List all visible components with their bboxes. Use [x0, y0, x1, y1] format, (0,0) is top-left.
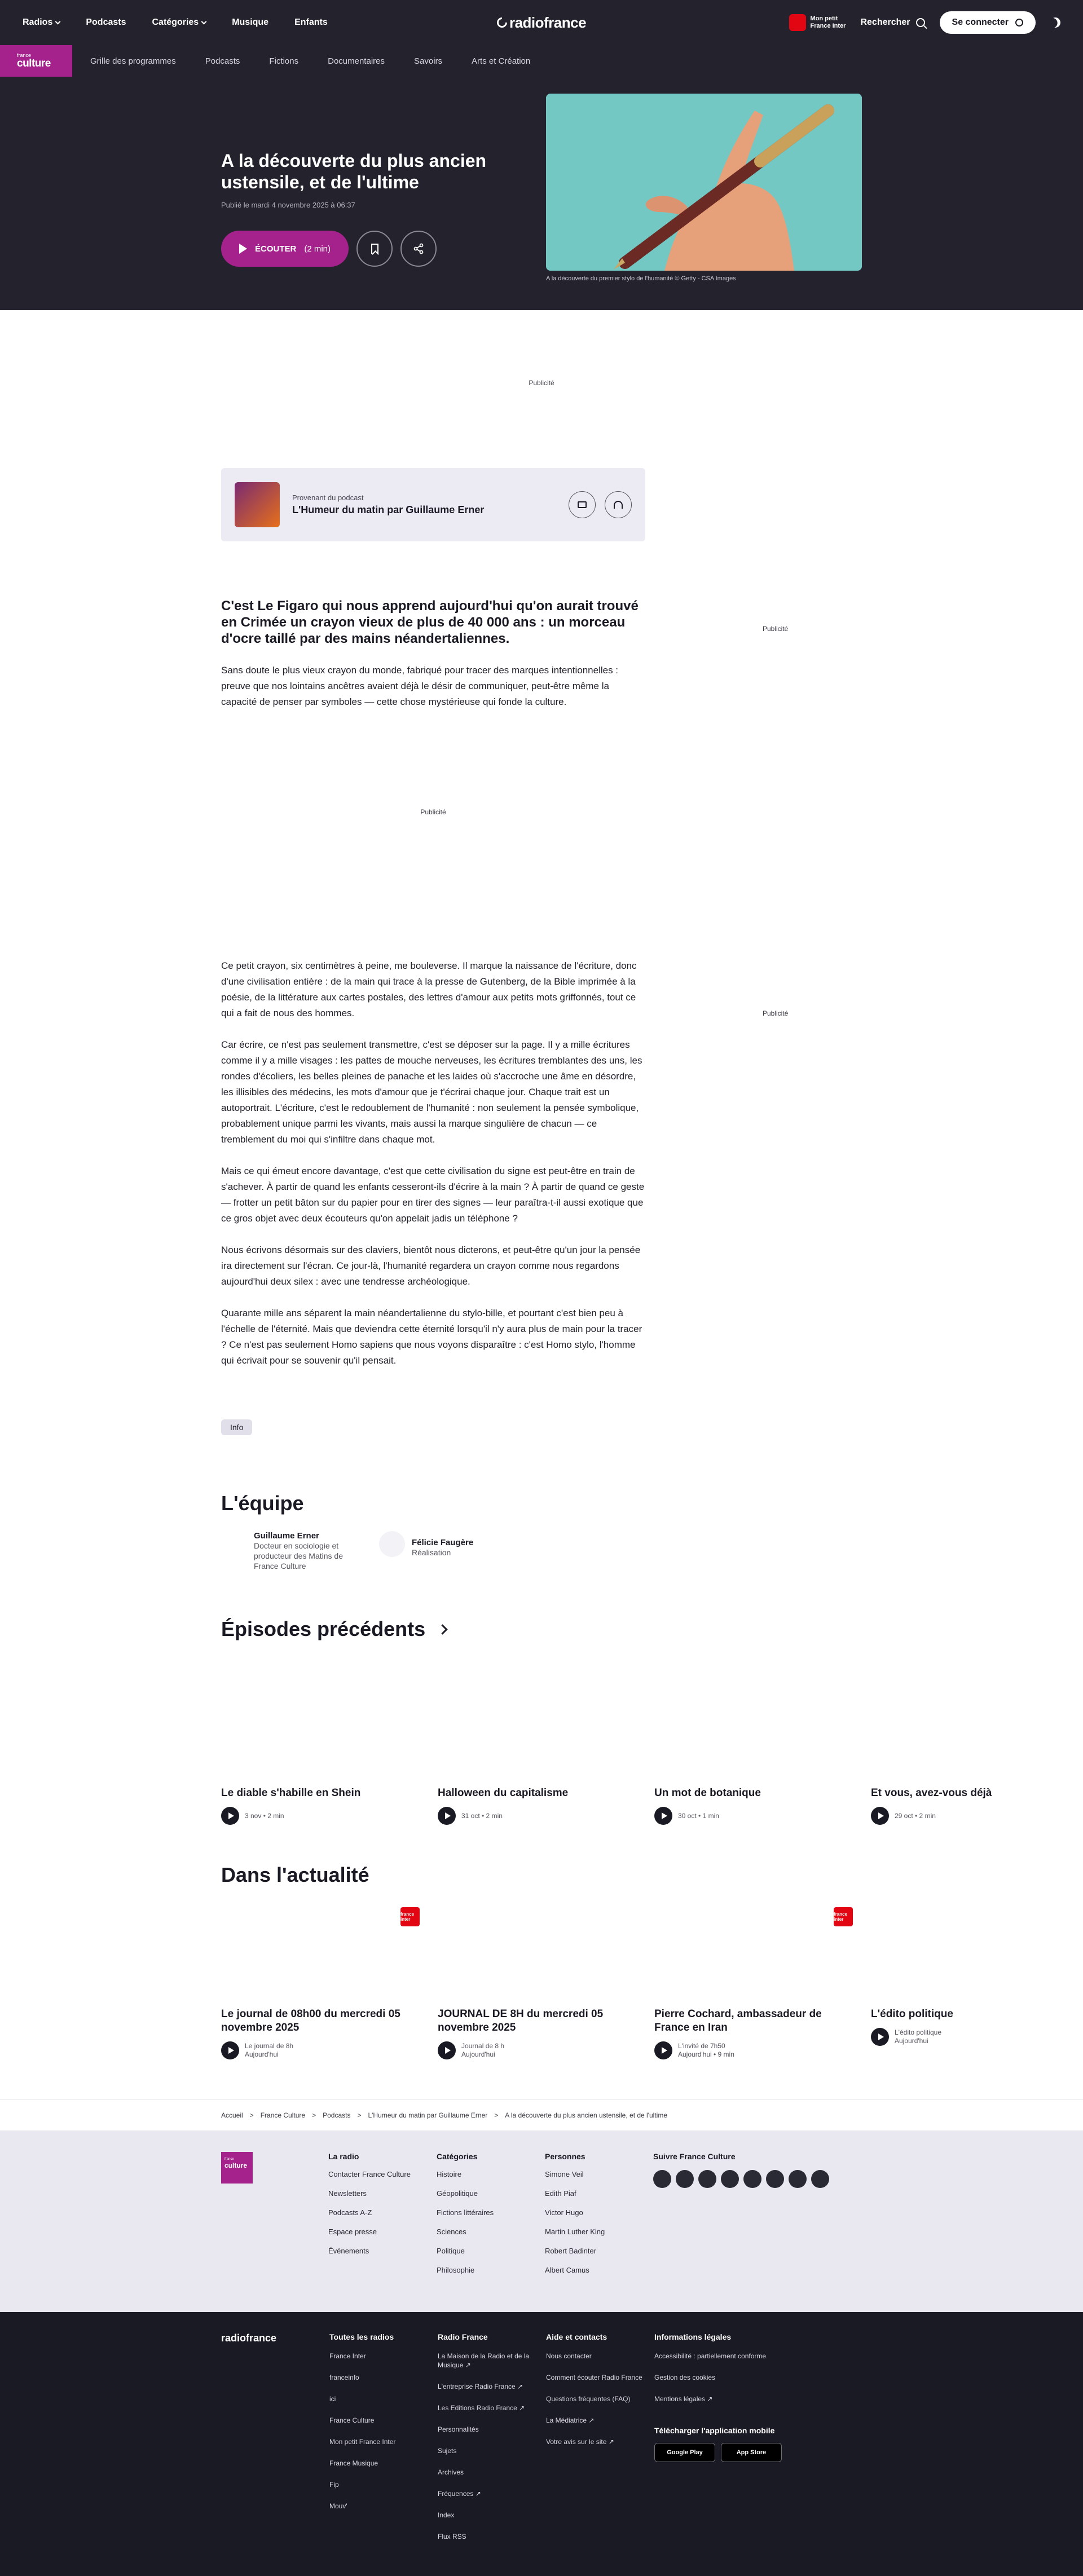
news-thumbnail [221, 1902, 422, 1997]
page-title: A la découverte du plus ancien ustensile, et de l'ultime [221, 151, 487, 192]
breadcrumb-item[interactable]: Accueil [221, 2111, 243, 2119]
breadcrumb-separator: > [249, 2111, 254, 2119]
episode-meta: 31 oct • 2 min [461, 1811, 503, 1820]
footer-link[interactable]: franceinfo [329, 2374, 359, 2381]
info-card-icon [578, 501, 587, 508]
login-button[interactable] [940, 11, 1036, 34]
listen-button[interactable] [221, 231, 349, 267]
hero-section [0, 0, 1083, 310]
footer-france-culture [0, 2131, 1083, 2312]
footer-link[interactable]: Événements [328, 2247, 369, 2255]
brand-small: france [17, 52, 32, 58]
footer-col-title: Personnes [545, 2152, 585, 2161]
facebook-icon[interactable] [653, 2170, 671, 2188]
member-role: Réalisation [412, 1548, 451, 1557]
mpfi-line2: France Inter [810, 23, 846, 29]
episode-title: Un mot de botanique [654, 1787, 761, 1799]
news-when: Aujourd'hui [245, 2050, 279, 2058]
ad-inline: Publicité [420, 808, 446, 816]
breadcrumb-item[interactable]: Podcasts [323, 2111, 351, 2119]
x-icon[interactable] [676, 2170, 694, 2188]
news-title: Dans l'actualité [221, 1863, 369, 1886]
france-inter-logo: france inter [834, 1907, 853, 1926]
news-carousel [221, 1902, 1083, 2059]
article [221, 468, 645, 1435]
subnav-arts[interactable]: Arts et Création [472, 56, 531, 66]
brand-name: culture [17, 58, 51, 69]
footer-link[interactable]: Philosophie [437, 2266, 475, 2274]
footer-col-aide [546, 2332, 654, 2576]
footer-col-title: Toutes les radios [329, 2332, 394, 2341]
play-icon [239, 244, 247, 254]
play-icon[interactable] [654, 2041, 672, 2059]
share-button[interactable] [400, 231, 437, 267]
footer-link[interactable]: Victor Hugo [545, 2208, 583, 2217]
news-card[interactable] [221, 1902, 422, 2059]
mon-petit-france-inter-link[interactable] [789, 14, 846, 31]
episode-meta: 30 oct • 1 min [678, 1811, 719, 1820]
footer-link[interactable]: Fip [329, 2481, 339, 2489]
radiofrance-logo[interactable] [497, 14, 586, 32]
footer-col-legal [654, 2332, 824, 2576]
podcast-name[interactable]: L'Humeur du matin par Guillaume Erner [292, 504, 485, 515]
news-title: JOURNAL DE 8H du mercredi 05 novembre 2025 [438, 2008, 604, 2034]
top-navigation [0, 0, 1083, 45]
footer-link[interactable]: Martin Luther King [545, 2227, 605, 2236]
nav-radios[interactable] [23, 17, 60, 28]
episode-thumbnail [221, 1680, 422, 1776]
article-lead: C'est Le Figaro qui nous apprend aujourd'hui qu'on aurait trouvé en Crimée un crayon vieux de plus de 40 000 ans : un morceau d'ocre taillé par des mains néandertaliennes. [221, 598, 639, 646]
search-label: Rechercher [860, 17, 910, 27]
news-card[interactable] [438, 1902, 639, 2059]
app-store-badge[interactable]: App Store [721, 2443, 782, 2462]
side-ad-1: Publicité [763, 625, 789, 633]
brand-small: france [224, 2158, 234, 2161]
news-card[interactable] [654, 1902, 855, 2059]
subnav-fictions[interactable]: Fictions [269, 56, 299, 66]
headphones-icon [614, 501, 623, 509]
episode-thumbnail [438, 1680, 639, 1776]
article-paragraph: Sans doute le plus vieux crayon du monde, fabriqué pour tracer des marques intentionnelles : preuve que nos lointains ancêtres avaient déjà le désir de communiquer, peut-être même la capacité de penser par symboles — cette chose mystérieuse qui fonde la culture. [221, 665, 619, 707]
footer-radio-france [0, 2312, 1083, 2576]
footer-link[interactable]: Edith Piaf [545, 2189, 576, 2198]
footer-link[interactable]: Index [438, 2511, 455, 2519]
footer-col-title: Suivre France Culture [653, 2152, 736, 2161]
article-paragraph: Mais ce qui émeut encore davantage, c'est que cette civilisation du signe est peut-être en train de s'achever. À partir de quand les enfants cesseront-ils d'écrire à la main ? À partir de quand ce geste — frotter un petit bâton sur du papier pour en tirer des signes — leur paraîtra-t-il aussi exotique que ce gros objet avec deux écouteurs qu'on appelait jadis un téléphone ? [221, 1166, 645, 1224]
footer-link[interactable]: Flux RSS [438, 2533, 466, 2540]
search-button[interactable] [860, 17, 924, 28]
podcast-info-button[interactable] [569, 491, 596, 518]
footer-col-title: Radio France [438, 2332, 488, 2341]
login-label: Se connecter [952, 17, 1009, 27]
footer-link[interactable]: Gestion des cookies [654, 2374, 716, 2381]
footer-link[interactable]: La Maison de la Radio et de la Musique ↗ [438, 2352, 530, 2369]
episode-hero [0, 77, 1083, 310]
breadcrumb-separator: > [312, 2111, 316, 2119]
breadcrumb-current: A la découverte du plus ancien ustensile, et de l'ultime [505, 2111, 668, 2119]
bluesky-icon[interactable] [789, 2170, 807, 2188]
play-icon[interactable] [221, 1807, 239, 1825]
podcast-from-label: Provenant du podcast [292, 493, 364, 502]
news-card[interactable] [871, 1902, 1072, 2059]
linkedin-icon[interactable] [743, 2170, 761, 2188]
episode-thumbnail [871, 1680, 1072, 1776]
play-icon[interactable] [438, 2041, 456, 2059]
app-download-title: Télécharger l'application mobile [654, 2426, 775, 2435]
episode-title: Et vous, avez-vous déjà [871, 1787, 992, 1799]
footer-col-categories [437, 2152, 545, 2312]
footer-col-radios [329, 2332, 438, 2576]
dark-mode-toggle-icon[interactable] [1049, 16, 1063, 30]
footer-link[interactable]: Géopolitique [437, 2189, 478, 2198]
episode-card[interactable] [871, 1680, 1072, 1825]
article-paragraph: Ce petit crayon, six centimètres à peine, me bouleverse. Il marque la naissance de l'écriture, donc d'une civilisation entière : de la main qui trace à la presse de Gutenberg, de la Bible imprimée à la poésie, de la littérature aux cartes postales, des lettres d'amour aux petits mots griffonnés, tout ce qui a fait de nous des hommes. [221, 960, 637, 1018]
logo-text: radiofrance [509, 14, 587, 31]
episode-meta: 29 oct • 2 min [895, 1811, 936, 1820]
news-thumbnail [871, 1902, 1072, 1997]
footer-link[interactable]: Mentions légales ↗ [654, 2395, 713, 2403]
footer-link[interactable]: Personnalités [438, 2425, 479, 2433]
youtube-icon[interactable] [721, 2170, 739, 2188]
footer-link[interactable]: La Médiatrice ↗ [546, 2416, 595, 2424]
team-member[interactable] [221, 1531, 368, 1571]
news-title: Le journal de 08h00 du mercredi 05 novembre 2025 [221, 2008, 400, 2034]
footer-link[interactable]: Robert Badinter [545, 2247, 597, 2255]
nav-label: Radios [23, 17, 53, 27]
chevron-down-icon [201, 19, 207, 24]
footer-col-la-radio [328, 2152, 437, 2312]
publish-date: Publié le mardi 4 novembre 2025 à 06:37 [221, 201, 355, 209]
podcast-card[interactable] [221, 468, 645, 541]
play-icon[interactable] [438, 1807, 456, 1825]
footer-link[interactable]: Newsletters [328, 2189, 367, 2198]
bookmark-button[interactable] [356, 231, 393, 267]
breadcrumb-separator: > [357, 2111, 362, 2119]
news-show: L'invité de 7h50 [678, 2042, 725, 2050]
episode-card[interactable] [221, 1680, 422, 1825]
breadcrumb-item[interactable]: L'Humeur du matin par Guillaume Erner [368, 2111, 488, 2119]
news-show: Journal de 8 h [461, 2042, 505, 2050]
tag-info[interactable]: Info [221, 1419, 252, 1435]
footer-link[interactable]: Nous contacter [546, 2352, 592, 2360]
footer-link[interactable]: Mouv' [329, 2502, 347, 2510]
footer-link[interactable]: Sujets [438, 2447, 457, 2455]
radiofrance-mark-icon [495, 15, 509, 29]
team-title: L'équipe [221, 1492, 304, 1515]
news-when: Aujourd'hui • 9 min [678, 2050, 734, 2058]
footer-col-personnes [545, 2152, 653, 2312]
share-icon [413, 243, 424, 254]
footer-col-title: Informations légales [654, 2332, 732, 2341]
member-name: Félicie Faugère [412, 1538, 474, 1547]
episode-card[interactable] [438, 1680, 639, 1825]
episode-title: Halloween du capitalisme [438, 1787, 569, 1799]
france-inter-logo: france inter [400, 1907, 420, 1926]
footer-link[interactable]: Fréquences ↗ [438, 2490, 481, 2498]
mpfi-line1: Mon petit [810, 15, 838, 22]
listen-duration: (2 min) [304, 244, 331, 254]
episode-title: Le diable s'habille en Shein [221, 1787, 361, 1799]
news-title: L'édito politique [871, 2008, 953, 2020]
team-member[interactable] [379, 1531, 526, 1571]
team-list [221, 1531, 1083, 1571]
twitch-icon[interactable] [811, 2170, 829, 2188]
section-title-text: Épisodes précédents [221, 1617, 426, 1640]
nav-musique[interactable]: Musique [232, 17, 269, 27]
previous-episodes-title[interactable] [221, 1617, 1083, 1641]
nav-label: Catégories [152, 17, 199, 27]
member-name: Guillaume Erner [254, 1531, 319, 1541]
play-icon[interactable] [654, 1807, 672, 1825]
brand-name: culture [224, 2162, 248, 2169]
ad-banner-top: Publicité [529, 379, 554, 387]
news-show: Le journal de 8h [245, 2042, 294, 2050]
footer-link[interactable]: Simone Veil [545, 2170, 584, 2178]
footer-link[interactable]: Les Editions Radio France ↗ [438, 2404, 525, 2412]
podcast-subscribe-button[interactable] [605, 491, 632, 518]
play-icon[interactable] [871, 2028, 889, 2046]
footer-link[interactable]: France Inter [329, 2352, 366, 2360]
nav-podcasts[interactable]: Podcasts [86, 17, 126, 27]
footer-link[interactable]: Politique [437, 2247, 465, 2255]
listen-label: ÉCOUTER [255, 244, 297, 254]
article-paragraph: Car écrire, ce n'est pas seulement transmettre, c'est se déposer sur la page. Il y a mille écritures comme il y a mille visages : les pattes de mouche nerveuses, les écritures tremblantes des uns, les rondes d'écoliers, les belles pleines de panache et les laides où s'accroche une âme en désordre, les illisibles des médecins, les mots d'amour que je t'écrirai chaque jour. Chaque trait est un autoportrait. L'écriture, c'est le redoublement de l'humanité : non seulement la pensée symbolique, probablement unique parmi les vivants, mais aussi la marque singulière de chacun — ce tremblement du moi qui s'infiltre dans chaque mot. [221, 1039, 642, 1145]
user-icon [1015, 19, 1023, 27]
episode-card[interactable] [654, 1680, 855, 1825]
news-thumbnail [654, 1902, 855, 1997]
footer-col-title: Catégories [437, 2152, 478, 2161]
news-thumbnail [438, 1902, 639, 1997]
play-icon[interactable] [871, 1807, 889, 1825]
news-when: Aujourd'hui [895, 2037, 928, 2045]
breadcrumb [0, 2099, 1083, 2131]
station-subnav [0, 45, 1083, 77]
avatar [221, 1531, 247, 1557]
news-title: Pierre Cochard, ambassadeur de France en Iran [654, 2008, 822, 2034]
footer-link[interactable]: Albert Camus [545, 2266, 589, 2274]
episode-thumbnail [654, 1680, 855, 1776]
main-content [0, 310, 1083, 2131]
avatar [379, 1531, 405, 1557]
hero-image [546, 94, 862, 271]
france-culture-footer-logo[interactable] [221, 2152, 253, 2184]
footer-link[interactable]: Sciences [437, 2227, 466, 2236]
mpfi-logo-icon [789, 14, 806, 31]
podcast-thumbnail [235, 482, 280, 527]
chevron-right-icon [437, 1624, 447, 1634]
footer-link[interactable]: France Musique [329, 2459, 378, 2467]
article-paragraph: Quarante mille ans séparent la main néandertalienne du stylo-bille, et pourtant c'est bien peu à l'échelle de l'éternité. Mais que deviendra cette éternité lorsqu'il n'y aura plus de main pour la tracer ? Ce n'est pas seulement Homo sapiens que nous voyons disparaître : c'est Homo stylo, l'homme qui écrivait pour se souvenir qu'il pensait. [221, 1308, 642, 1366]
episodes-carousel [221, 1680, 1083, 1825]
footer-link[interactable]: Accessibilité : partiellement conforme [654, 2352, 767, 2360]
footer-link[interactable]: Archives [438, 2468, 464, 2476]
bookmark-icon [371, 244, 378, 254]
hero-caption: A la découverte du premier stylo de l'humanité © Getty - CSA Images [546, 275, 736, 282]
footer-link[interactable]: L'entreprise Radio France ↗ [438, 2383, 523, 2390]
footer-col-title: La radio [328, 2152, 359, 2161]
subnav-podcasts[interactable]: Podcasts [205, 56, 240, 66]
footer-link[interactable]: Mon petit France Inter [329, 2438, 396, 2446]
radiofrance-footer-logo[interactable]: radiofrance [221, 2332, 277, 2344]
article-paragraph: Nous écrivons désormais sur des claviers, bientôt nous dicterons, et peut-être qu'un jour la pensée ira directement sur l'écran. Ce jour-là, l'humanité regardera un crayon comme nous regardons aujourd'hui deux silex : avec une tendresse archéologique. [221, 1245, 641, 1287]
footer-link[interactable]: ici [329, 2395, 336, 2403]
breadcrumb-item[interactable]: France Culture [260, 2111, 306, 2119]
news-show: L'édito politique [895, 2028, 942, 2036]
footer-col-radio-france [438, 2332, 546, 2576]
member-role: Docteur en sociologie et producteur des Matins de France Culture [254, 1541, 343, 1571]
footer-link[interactable]: Histoire [437, 2170, 462, 2178]
play-icon[interactable] [221, 2041, 239, 2059]
hand-with-pen-illustration [546, 94, 862, 271]
subnav-documentaires[interactable]: Documentaires [328, 56, 385, 66]
nav-enfants[interactable]: Enfants [294, 17, 328, 27]
footer-link[interactable]: Questions fréquentes (FAQ) [546, 2395, 631, 2403]
side-ad-2: Publicité [763, 1009, 789, 1017]
footer-link[interactable]: Contacter France Culture [328, 2170, 411, 2178]
google-play-badge[interactable]: Google Play [654, 2443, 715, 2462]
footer-link[interactable]: Espace presse [328, 2227, 377, 2236]
footer-link[interactable]: Comment écouter Radio France [546, 2374, 642, 2381]
chevron-down-icon [55, 19, 61, 24]
news-when: Aujourd'hui [461, 2050, 495, 2058]
subnav-grille[interactable]: Grille des programmes [90, 56, 176, 66]
search-icon [916, 18, 925, 27]
instagram-icon[interactable] [698, 2170, 716, 2188]
breadcrumb-separator: > [494, 2111, 499, 2119]
footer-col-social [653, 2152, 834, 2312]
footer-link[interactable]: Fictions littéraires [437, 2208, 494, 2217]
footer-col-title: Aide et contacts [546, 2332, 607, 2341]
episode-meta: 3 nov • 2 min [245, 1811, 284, 1820]
footer-link[interactable]: Podcasts A-Z [328, 2208, 372, 2217]
tiktok-icon[interactable] [766, 2170, 784, 2188]
footer-link[interactable]: France Culture [329, 2416, 375, 2424]
france-culture-logo[interactable] [0, 45, 72, 77]
footer-link[interactable]: Votre avis sur le site ↗ [546, 2438, 614, 2446]
subnav-savoirs[interactable]: Savoirs [414, 56, 443, 66]
nav-categories[interactable] [152, 17, 206, 28]
